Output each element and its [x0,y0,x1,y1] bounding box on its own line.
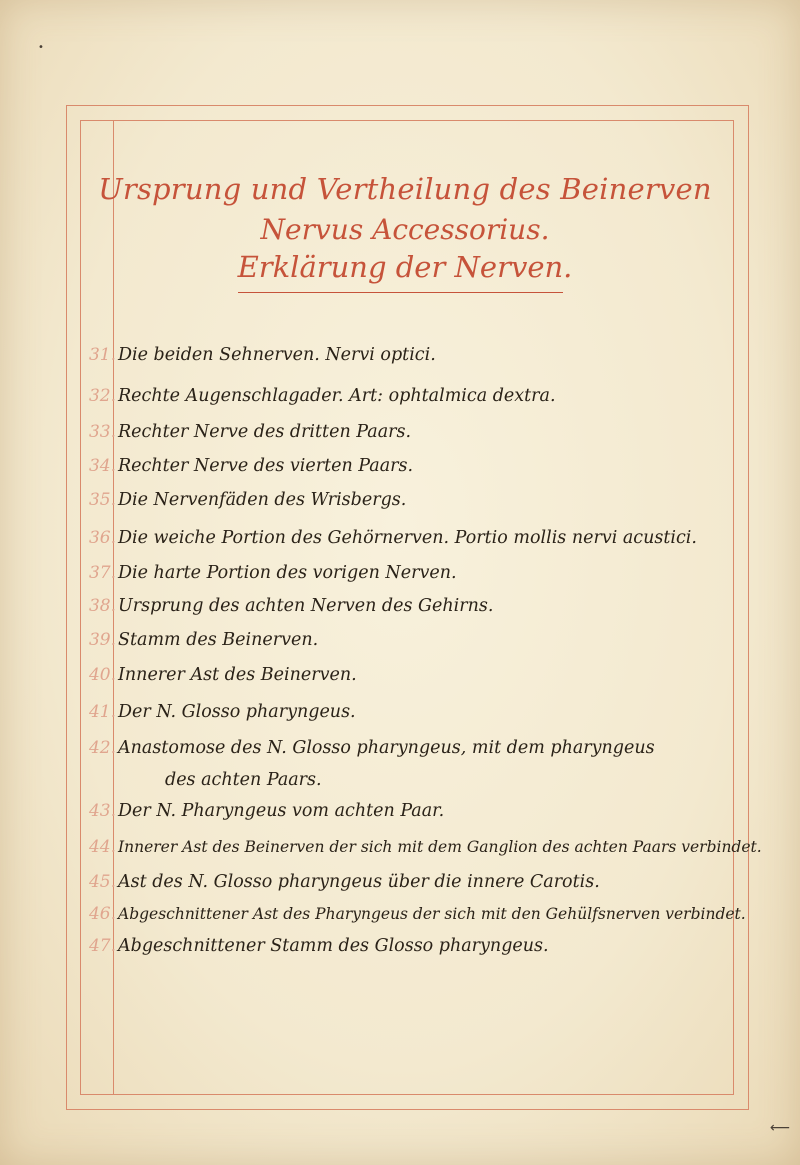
entry-number: 38. [88,596,116,616]
list-item [0,562,760,598]
entry-text: Der N. Pharyngeus vom achten Paar. [118,801,445,821]
entry-number: 47. [88,936,116,956]
entry-text: Innerer Ast des Beinerven. [118,665,357,685]
entry-text: Anastomose des N. Glosso pharyngeus, mit dem pharyngeus [118,738,655,758]
entry-number: 32. [88,386,116,406]
entry-text: Die beiden Sehnerven. Nervi optici. [118,345,436,365]
list-item [0,527,760,563]
list-item [0,385,760,421]
corner-pencil-mark: ⟵ [770,1120,791,1136]
list-item [0,489,760,525]
entry-number: 34. [88,456,116,476]
list-item [0,701,760,737]
list-item [0,344,760,380]
entry-number: 43. [88,801,116,821]
entry-text: Ast des N. Glosso pharyngeus über die innere Carotis. [118,872,600,892]
entry-text: Der N. Glosso pharyngeus. [118,702,356,722]
entry-number: 39. [88,630,116,650]
list-item [0,455,760,491]
title-underline [238,292,563,293]
entry-text: Die weiche Portion des Gehörnerven. Portio mollis nervi acustici. [118,528,697,548]
entry-number: 35. [88,490,116,510]
list-item [0,595,760,631]
entry-number: 31. [88,345,116,365]
entry-number: 40. [88,665,116,685]
entry-number: 46. [88,904,116,924]
entry-text: Rechte Augenschlagader. Art: ophtalmica dextra. [118,386,556,406]
entry-number: 41. [88,702,116,722]
list-item [0,903,760,939]
title-line-2: Nervus Accessorius. [260,213,550,246]
entry-text: Abgeschnittener Ast des Pharyngeus der sich mit den Gehülfsnerven verbindet. [118,905,746,923]
entry-number: 42. [88,738,116,758]
list-item [0,836,760,872]
list-item [0,737,760,793]
list-item [0,935,760,971]
list-item [0,629,760,665]
title-line-3: Erklärung der Nerven. [237,250,573,284]
title-line-1: Ursprung und Vertheilung des Beinerven [98,172,712,206]
list-item [0,421,760,457]
entry-text: Rechter Nerve des vierten Paars. [118,456,414,476]
entry-text: Rechter Nerve des dritten Paars. [118,422,412,442]
entry-text: Ursprung des achten Nerven des Gehirns. [118,596,494,616]
entry-number: 45. [88,872,116,892]
entry-number: 36. [88,528,116,548]
entry-text: Die Nervenfäden des Wrisbergs. [118,490,407,510]
list-item [0,664,760,700]
ink-dot-mark: • [38,42,44,53]
entry-number: 44. [88,837,116,857]
entry-text-continuation: des achten Paars. [165,770,322,790]
entry-number: 37. [88,563,116,583]
entry-text: Stamm des Beinerven. [118,630,319,650]
entry-text: Die harte Portion des vorigen Nerven. [118,563,457,583]
list-item [0,871,760,907]
entry-text: Abgeschnittener Stamm des Glosso pharyngeus. [118,936,549,956]
entry-text: Innerer Ast des Beinerven der sich mit dem Ganglion des achten Paars verbindet. [118,838,762,856]
list-item [0,800,760,836]
entry-number: 33. [88,422,116,442]
